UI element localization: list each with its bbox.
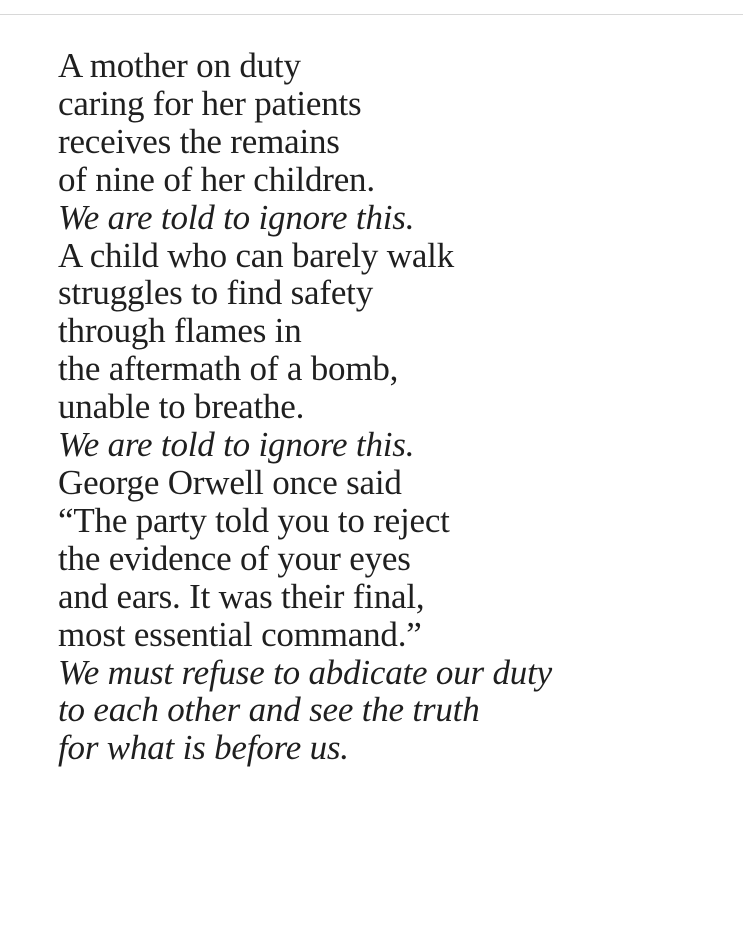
poem-line: receives the remains — [58, 121, 340, 161]
poem-line: unable to breathe. — [58, 387, 305, 427]
poem-line-quote: and ears. It was their final, — [58, 576, 425, 616]
poem-line: of nine of her children. — [58, 159, 375, 199]
poem-line: caring for her patients — [58, 83, 362, 123]
top-divider — [0, 14, 743, 15]
poem-line-quote: “The party told you to reject — [58, 500, 450, 540]
poem-line-quote: the evidence of your eyes — [58, 538, 411, 578]
poem-line: struggles to find safety — [58, 273, 374, 313]
poem-line-closing: to each other and see the truth — [58, 690, 480, 730]
poem-line: A mother on duty — [58, 46, 301, 85]
poem-line: through flames in — [58, 311, 302, 351]
poem-line-refrain: We are told to ignore this. — [58, 425, 415, 465]
poem-text — [58, 47, 728, 767]
poem-line: George Orwell once said — [58, 462, 402, 502]
poem-line-closing: for what is before us. — [58, 728, 349, 768]
poem-line-quote: most essential command.” — [58, 614, 422, 654]
poem-line-refrain: We are told to ignore this. — [58, 197, 415, 237]
poem-line-closing: We must refuse to abdicate our duty — [58, 652, 552, 692]
poem-line: the aftermath of a bomb, — [58, 349, 399, 389]
poem-line: A child who can barely walk — [58, 235, 455, 275]
